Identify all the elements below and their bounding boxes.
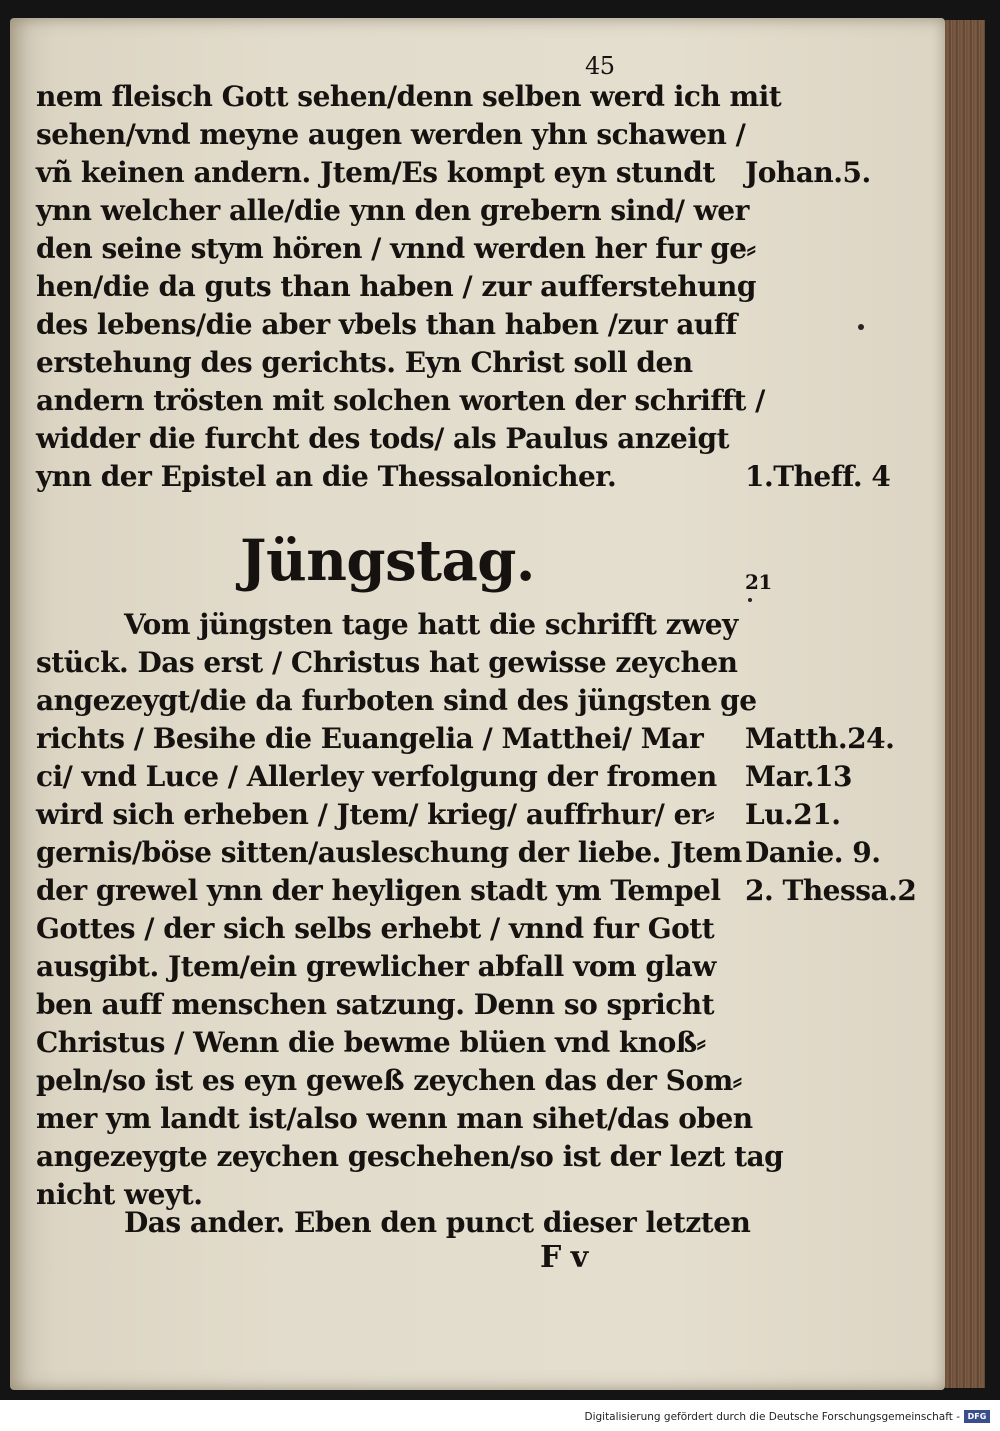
ink-speck [748, 598, 752, 602]
dfg-logo: DFG [964, 1410, 990, 1423]
page-number: 45 [585, 52, 615, 80]
text-line: ynn welcher alle/die ynn den grebern sind/ wer [36, 194, 749, 227]
margin-note: Danie. 9. [745, 836, 881, 869]
text-line: richts / Besihe die Euangelia / Matthei/ Mar [36, 722, 704, 755]
text-line: angezeygte zeychen geschehen/so ist der lezt tag [36, 1140, 784, 1173]
text-line: vñ keinen andern. Jtem/Es kompt eyn stundt [36, 156, 715, 189]
text-line: der grewel ynn der heyligen stadt ym Tempel [36, 874, 721, 907]
text-line: ausgibt. Jtem/ein grewlicher abfall vom glaw [36, 950, 716, 983]
margin-note: Mar.13 [745, 760, 853, 793]
text-line: andern trösten mit solchen worten der schrifft / [36, 384, 765, 417]
margin-note: 21 [745, 570, 772, 594]
ink-speck [858, 324, 864, 330]
catchword-line: Das ander. Eben den punct dieser letzten [124, 1206, 751, 1239]
text-line: peln/so ist es eyn geweß zeychen das der Som⸗ [36, 1064, 742, 1097]
text-line: den seine stym hören / vnnd werden her fur ge⸗ [36, 232, 756, 265]
text-line: wird sich erheben / Jtem/ krieg/ auffrhur/ er⸗ [36, 798, 715, 831]
text-line: nem fleisch Gott sehen/denn selben werd ich mit [36, 80, 782, 113]
text-line: hen/die da guts than haben / zur aufferstehung [36, 270, 756, 303]
digitization-credit: Digitalisierung gefördert durch die Deutsche Forschungsgemeinschaft - [584, 1411, 960, 1423]
text-line: angezeygt/die da furboten sind des jüngsten ge [36, 684, 757, 717]
text-line: sehen/vnd meyne augen werden yhn schawen / [36, 118, 746, 151]
margin-note: Johan.5. [745, 156, 871, 189]
text-line: Vom jüngsten tage hatt die schrifft zwey [124, 608, 738, 641]
margin-note: Matth.24. [745, 722, 895, 755]
text-line: erstehung des gerichts. Eyn Christ soll den [36, 346, 693, 379]
margin-note: 2. Thessa.2 [745, 874, 917, 907]
text-line: ynn der Epistel an die Thessalonicher. [36, 460, 617, 493]
text-line: nicht weyt. [36, 1178, 203, 1211]
text-line: stück. Das erst / Christus hat gewisse zeychen [36, 646, 738, 679]
text-line: gernis/böse sitten/ausleschung der liebe. Jtem [36, 836, 742, 869]
signature-mark: F v [540, 1240, 588, 1275]
text-line: Gottes / der sich selbs erhebt / vnnd fur Gott [36, 912, 715, 945]
section-heading: Jüngstag. [240, 528, 535, 594]
text-line: widder die furcht des tods/ als Paulus anzeigt [36, 422, 730, 455]
text-line: des lebens/die aber vbels than haben /zur auff [36, 308, 737, 341]
text-line: ci/ vnd Luce / Allerley verfolgung der fromen [36, 760, 717, 793]
text-line: ben auff menschen satzung. Denn so spricht [36, 988, 715, 1021]
text-line: Christus / Wenn die bewme blüen vnd knoß⸗ [36, 1026, 706, 1059]
margin-note: Lu.21. [745, 798, 841, 831]
text-line: mer ym landt ist/also wenn man sihet/das oben [36, 1102, 753, 1135]
book-fore-edge [945, 20, 985, 1388]
margin-note: 1.Theff. 4 [745, 460, 891, 493]
